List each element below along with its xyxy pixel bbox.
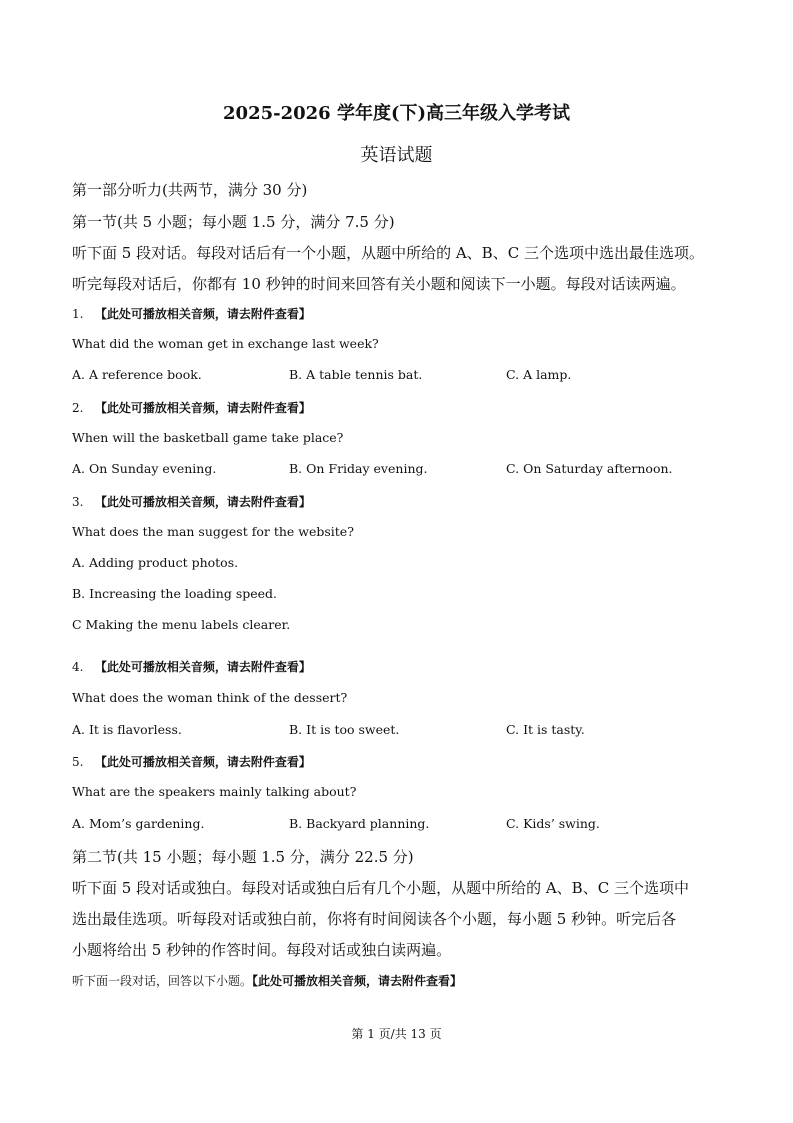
section2-heading: 第二节(共 15 小题；每小题 1.5 分，满分 22.5 分) — [72, 848, 414, 866]
section1-instruction-line2: 听完每段对话后，你都有 10 秒钟的时间来回答有关小题和阅读下一小题。每段对话读两遍。 — [72, 275, 686, 293]
question-3-option-a: A. Adding product photos. — [72, 555, 239, 570]
section1-heading: 第一节(共 5 小题；每小题 1.5 分，满分 7.5 分) — [72, 213, 395, 231]
question-2-stem: When will the basketball game take place? — [72, 430, 344, 445]
question-1-header — [72, 305, 311, 322]
question-4-option-c: C. It is tasty. — [506, 722, 585, 737]
question-4-stem: What does the woman think of the dessert? — [72, 690, 348, 705]
audio-tag: 【此处可播放相关音频，请去附件查看】 — [94, 755, 311, 769]
section2-lead-in — [72, 972, 462, 989]
question-2-option-c: C. On Saturday afternoon. — [506, 461, 673, 476]
page-footer: 第 1 页/共 13 页 — [351, 1027, 442, 1041]
audio-tag: 【此处可播放相关音频，请去附件查看】 — [252, 974, 463, 988]
question-1-option-a: A. A reference book. — [72, 367, 202, 382]
question-3-option-b: B. Increasing the loading speed. — [72, 586, 278, 601]
audio-tag: 【此处可播放相关音频，请去附件查看】 — [94, 401, 311, 415]
section2-instruction-line1: 听下面 5 段对话或独白。每段对话或独白后有几个小题，从题中所给的 A、B、C 三个选项中 — [72, 879, 689, 897]
question-5-option-a: A. Mom’s gardening. — [72, 816, 205, 831]
section1-instruction-line1: 听下面 5 段对话。每段对话后有一个小题，从题中所给的 A、B、C 三个选项中选出最佳选项。 — [72, 244, 704, 262]
question-4-header — [72, 658, 311, 675]
question-1-option-b: B. A table tennis bat. — [289, 367, 423, 382]
question-5-option-b: B. Backyard planning. — [289, 816, 430, 831]
section2-instruction-line2: 选出最佳选项。听每段对话或独白前，你将有时间阅读各个小题，每小题 5 秒钟。听完后各 — [72, 910, 677, 928]
question-5-stem: What are the speakers mainly talking about? — [72, 784, 357, 799]
question-1-option-c: C. A lamp. — [506, 367, 572, 382]
audio-tag: 【此处可播放相关音频，请去附件查看】 — [94, 660, 311, 674]
question-2-option-b: B. On Friday evening. — [289, 461, 428, 476]
question-3-header — [72, 493, 311, 510]
audio-tag: 【此处可播放相关音频，请去附件查看】 — [94, 495, 311, 509]
question-3-stem: What does the man suggest for the website? — [72, 524, 354, 539]
question-number: 5. — [72, 755, 84, 769]
audio-tag: 【此处可播放相关音频，请去附件查看】 — [94, 307, 311, 321]
question-number: 3. — [72, 495, 84, 509]
part1-heading: 第一部分听力(共两节，满分 30 分) — [72, 181, 308, 199]
question-2-header — [72, 399, 311, 416]
question-number: 2. — [72, 401, 84, 415]
exam-subject: 英语试题 — [360, 145, 433, 166]
question-number: 4. — [72, 660, 84, 674]
question-4-option-b: B. It is too sweet. — [289, 722, 400, 737]
lead-in-text: 听下面一段对话，回答以下小题。 — [72, 974, 253, 988]
question-4-option-a: A. It is flavorless. — [72, 722, 182, 737]
question-number: 1. — [72, 307, 84, 321]
question-5-option-c: C. Kids’ swing. — [506, 816, 600, 831]
question-2-option-a: A. On Sunday evening. — [72, 461, 217, 476]
section2-instruction-line3: 小题将给出 5 秒钟的作答时间。每段对话或独白读两遍。 — [72, 941, 452, 959]
question-5-header — [72, 753, 311, 770]
question-3-option-c: C Making the menu labels clearer. — [72, 617, 291, 632]
question-1-stem: What did the woman get in exchange last week? — [72, 336, 379, 351]
exam-title: 2025-2026 学年度(下)高三年级入学考试 — [223, 103, 570, 124]
